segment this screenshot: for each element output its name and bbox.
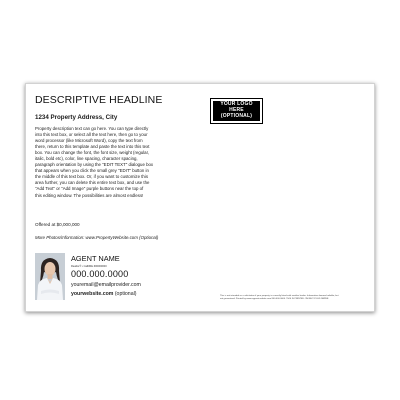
agent-license-line[interactable]: Realtor® • CalDRE #00000000 [71,265,107,268]
property-description[interactable] [35,126,210,199]
description-line: into this text box, or select all the text here, then go to your [35,132,148,138]
postcard [25,83,375,312]
logo-text-line-2: HERE [229,107,244,114]
description-line: "Add Text" or "Add Image" purple buttons near the top of [35,186,144,192]
description-line: word processor (like Microsoft Word), copy the text from [35,138,143,144]
logo-text-line-3: (OPTIONAL) [220,112,253,119]
agent-website[interactable] [71,291,136,297]
description-line: box. You can change the font, the font size, weight (regular, [35,150,149,156]
description-line: Property description text can go here. You can type directly [35,126,149,131]
more-info-text[interactable]: More Photos/Information: www.PropertyWebsite.com (Optional) [35,235,159,240]
description-line: area further, you can delete this entire text box, and use the [35,180,150,186]
agent-website-note: (optional) [113,291,137,297]
logo-placeholder[interactable] [211,99,262,123]
description-line: this editing window. The possibilities are almost endless! [35,192,144,198]
description-line: there, return to this template and paste the text into this text [35,144,150,150]
agent-phone[interactable]: 000.000.0000 [71,269,129,279]
property-address[interactable]: 1234 Property Address, City [35,114,118,121]
disclaimer-line: not guaranteed. Printed by www.mypostcardsite.com 800.000.0000. THIS IS PRINTED ON RECYCLED PAPER. [220,297,329,300]
headline[interactable]: DESCRIPTIVE HEADLINE [35,94,163,106]
agent-name[interactable]: AGENT NAME [71,254,120,263]
disclaimer[interactable] [220,295,368,301]
description-line: paragraph orientation by using the "EDIT TEXT" dialogue box [35,162,154,168]
description-line: the middle of this text box. Or, if you want to customize this [35,174,148,180]
logo-text-line-1: YOUR LOGO [220,101,253,108]
agent-website-url: yourwebsite.com [71,291,114,297]
description-line: italic, bold etc), color, line spacing, character spacing, [35,156,138,162]
agent-photo[interactable] [35,253,65,300]
price-text[interactable]: Offered at $0,000,000 [35,222,80,227]
description-line: that appears when you click the small grey "EDIT" button in [35,168,149,174]
disclaimer-line: This is not intended as a solicitation if your property is currently listed with another broker. Information deemed reliable, but [220,295,339,297]
agent-portrait-image [35,253,65,300]
agent-email[interactable]: youremail@emailprovider.com [71,282,141,288]
